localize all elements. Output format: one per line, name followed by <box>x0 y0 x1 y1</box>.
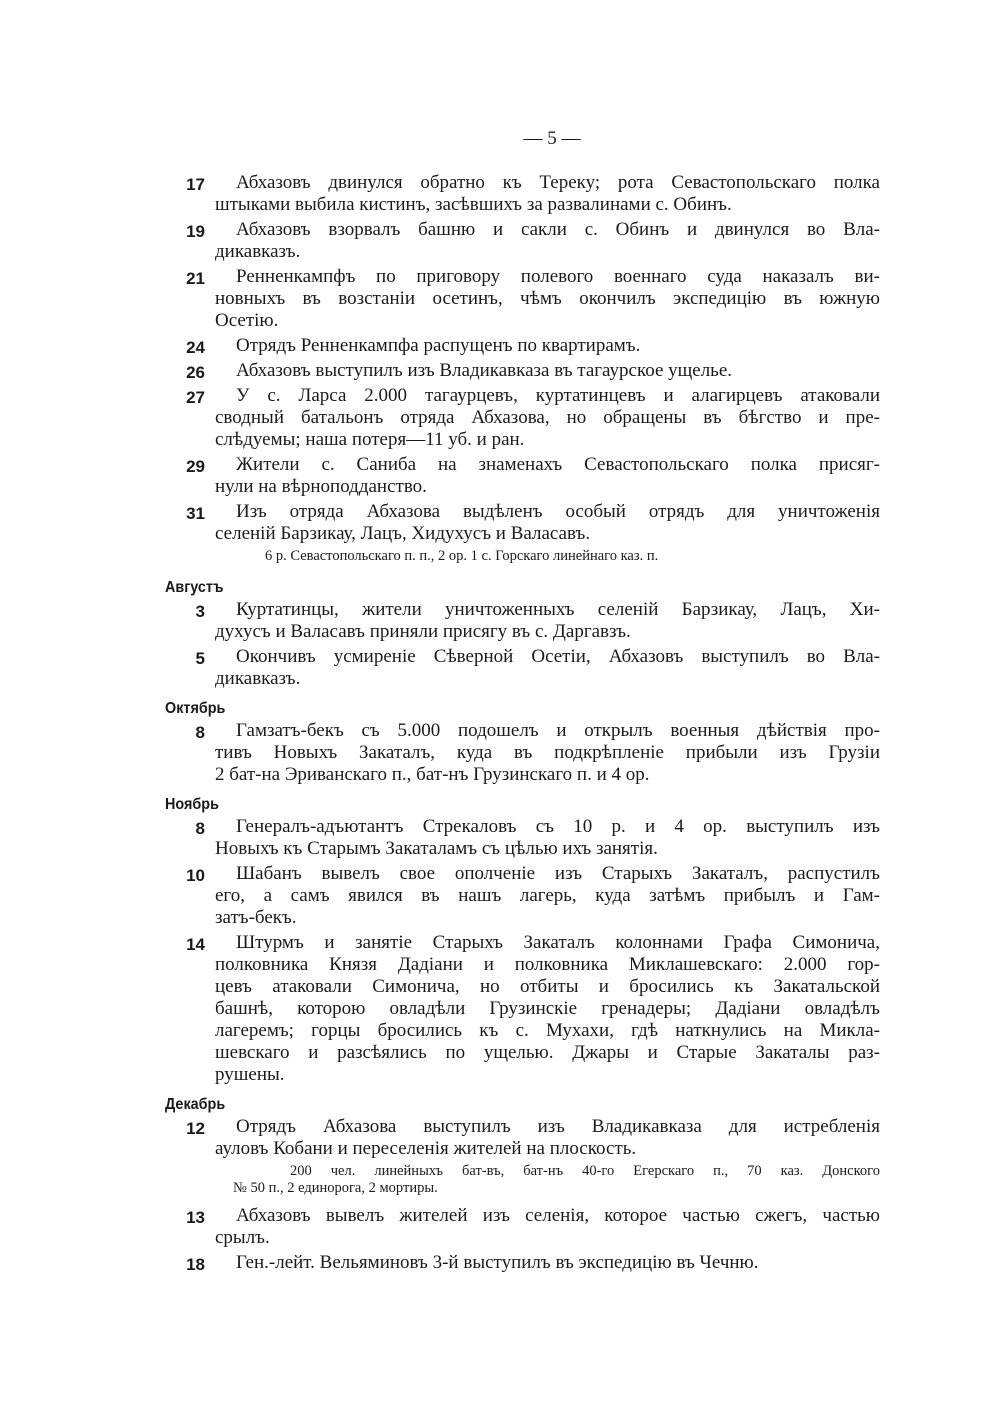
entry-day: 10 <box>186 866 205 885</box>
text-line: сводный батальонъ отряда Абхазова, но обращены въ бѣгство и пре- <box>215 407 880 428</box>
entry-day: 27 <box>186 388 205 407</box>
entry-text <box>215 932 880 1086</box>
text-line: цевъ атаковали Симонича, но отбиты и бросились къ Закатальской <box>215 976 880 997</box>
text-line: Отрядъ Абхазова выступилъ изъ Владикавказа для истребленія <box>236 1116 880 1137</box>
entry-text <box>215 863 880 929</box>
chronicle-entry <box>165 266 880 332</box>
text-line: Куртатинцы, жители уничтоженныхъ селеній Барзикау, Лацъ, Хи- <box>236 599 880 620</box>
text-line: Отрядъ Ренненкампфа распущенъ по квартирамъ. <box>236 335 641 356</box>
month-heading: Августъ <box>165 579 224 596</box>
chronicle-entry <box>165 1205 880 1249</box>
entry-day: 21 <box>186 269 205 288</box>
page-number: — 5 — <box>523 128 581 149</box>
month-heading: Декабрь <box>165 1096 226 1113</box>
entry-text <box>215 454 880 498</box>
entry-text <box>215 646 880 690</box>
entry-text <box>215 1205 880 1249</box>
entry-note: 200 чел. линейныхъ бат-въ, бат-нъ 40-го Егерскаго п., 70 каз. Донского <box>290 1163 880 1179</box>
text-line: 2 бат-на Эриванскаго п., бат-нъ Грузинскаго п. и 4 ор. <box>215 764 650 785</box>
text-line: Генералъ-адъютантъ Стрекаловъ съ 10 р. и 4 ор. выступилъ изъ <box>236 816 880 837</box>
text-line: Жители с. Саниба на знаменахъ Севастопольскаго полка присяг- <box>236 454 880 475</box>
chronicle-entry <box>165 172 880 216</box>
entry-day: 12 <box>186 1119 205 1138</box>
chronicle-entry <box>165 1252 880 1274</box>
chronicle-entry <box>165 385 880 451</box>
chronicle-entry <box>165 816 880 860</box>
entry-text <box>215 335 880 357</box>
chronicle-entry <box>165 360 880 382</box>
chronicle-entry <box>165 863 880 929</box>
text-line: нули на вѣрноподданство. <box>215 476 427 497</box>
text-line: башнѣ, которою овладѣли Грузинскіе гренадеры; Дадіани овладѣлъ <box>215 998 880 1019</box>
entry-day: 26 <box>186 363 205 382</box>
entry-day: 14 <box>186 935 205 954</box>
text-line: Штурмъ и занятіе Старыхъ Закаталъ колоннами Графа Симонича, <box>236 932 880 953</box>
chronicle-body <box>165 172 880 1277</box>
entry-note: 6 р. Севастопольскаго п. п., 2 ор. 1 с. Горскаго линейнаго каз. п. <box>265 548 659 564</box>
text-line: селеній Барзикау, Лацъ, Хидухусъ и Валасавъ. <box>215 523 591 544</box>
text-line: духусъ и Валасавъ приняли присягу въ с. Даргавзъ. <box>215 621 631 642</box>
chronicle-entry <box>165 454 880 498</box>
entry-text <box>215 219 880 263</box>
text-line: Абхазовъ выступилъ изъ Владикавказа въ тагаурское ущелье. <box>236 360 733 381</box>
chronicle-entry <box>165 599 880 643</box>
entry-day: 5 <box>195 649 205 668</box>
entry-text <box>215 1252 880 1274</box>
text-line: слѣдуемы; наша потеря—11 уб. и ран. <box>215 429 525 450</box>
text-line: Осетію. <box>215 310 279 331</box>
entry-text <box>215 816 880 860</box>
month-heading: Октябрь <box>165 700 226 717</box>
chronicle-entry <box>165 219 880 263</box>
text-line: Окончивъ усмиреніе Сѣверной Осетіи, Абхазовъ выступилъ во Вла- <box>236 646 880 667</box>
chronicle-entry <box>165 1116 880 1160</box>
text-line: Абхазовъ двинулся обратно къ Тереку; рота Севастопольскаго полка <box>236 172 880 193</box>
entry-text <box>215 599 880 643</box>
entry-day: 18 <box>186 1255 205 1274</box>
chronicle-entry <box>165 720 880 786</box>
entry-text <box>215 720 880 786</box>
entry-day: 29 <box>186 457 205 476</box>
text-line: Гамзатъ-бекъ съ 5.000 подошелъ и открылъ военныя дѣйствія про- <box>236 720 880 741</box>
text-line: срылъ. <box>215 1227 270 1248</box>
entry-day: 8 <box>195 723 205 742</box>
entry-day: 3 <box>195 602 205 621</box>
chronicle-entry <box>165 335 880 357</box>
chronicle-entry <box>165 646 880 690</box>
text-line: штыками выбила кистинъ, засѣвшихъ за развалинами с. Обинъ. <box>215 194 732 215</box>
text-line: его, а самъ явился въ нашъ лагерь, куда затѣмъ прибылъ и Гам- <box>215 885 880 906</box>
entry-day: 8 <box>195 819 205 838</box>
text-line: шевскаго и разсѣялись по ущелью. Джары и Старые Закаталы раз- <box>215 1042 880 1063</box>
text-line: тивъ Новыхъ Закаталъ, куда въ подкрѣпленіе прибыли изъ Грузіи <box>215 742 880 763</box>
entry-text <box>215 1116 880 1160</box>
entry-day: 17 <box>186 175 205 194</box>
text-line: дикавказъ. <box>215 241 301 262</box>
text-line: У с. Ларса 2.000 тагаурцевъ, куртатинцевъ и алагирцевъ атаковали <box>236 385 880 406</box>
month-heading: Ноябрь <box>165 796 219 813</box>
text-line: лагеремъ; горцы бросились къ с. Мухахи, гдѣ наткнулись на Микла- <box>215 1020 880 1041</box>
text-line: дикавказъ. <box>215 668 301 689</box>
text-line: Абхазовъ вывелъ жителей изъ селенія, которое частью сжегъ, частью <box>236 1205 880 1226</box>
text-line: Шабанъ вывелъ свое ополченіе изъ Старыхъ Закаталъ, распустилъ <box>236 863 880 884</box>
text-line: Абхазовъ взорвалъ башню и сакли с. Обинъ и двинулся во Вла- <box>236 219 880 240</box>
text-line: ауловъ Кобани и переселенія жителей на плоскость. <box>215 1138 637 1159</box>
entry-day: 13 <box>186 1208 205 1227</box>
text-line: Ренненкампфъ по приговору полевого военнаго суда наказалъ ви- <box>236 266 880 287</box>
text-line: полковника Князя Дадіани и полковника Миклашевскаго: 2.000 гор- <box>215 954 880 975</box>
entry-text <box>215 172 880 216</box>
text-line: рушены. <box>215 1064 285 1085</box>
text-line: Новыхъ къ Старымъ Закаталамъ съ цѣлью ихъ занятія. <box>215 838 658 859</box>
entry-text <box>215 266 880 332</box>
chronicle-entry <box>165 501 880 545</box>
entry-day: 24 <box>186 338 205 357</box>
entry-day: 31 <box>186 504 205 523</box>
entry-note: № 50 п., 2 единорога, 2 мортиры. <box>233 1180 438 1196</box>
entry-day: 19 <box>186 222 205 241</box>
entry-text <box>215 385 880 451</box>
entry-text <box>215 360 880 382</box>
entry-text <box>215 501 880 545</box>
text-line: новныхъ въ возстаніи осетинъ, чѣмъ окончилъ экспедицію въ южную <box>215 288 880 309</box>
chronicle-entry <box>165 932 880 1086</box>
text-line: Ген.-лейт. Вельяминовъ 3-й выступилъ въ экспедицію въ Чечню. <box>236 1252 759 1273</box>
text-line: Изъ отряда Абхазова выдѣленъ особый отрядъ для уничтоженія <box>236 501 880 522</box>
text-line: затъ-бекъ. <box>215 907 297 928</box>
